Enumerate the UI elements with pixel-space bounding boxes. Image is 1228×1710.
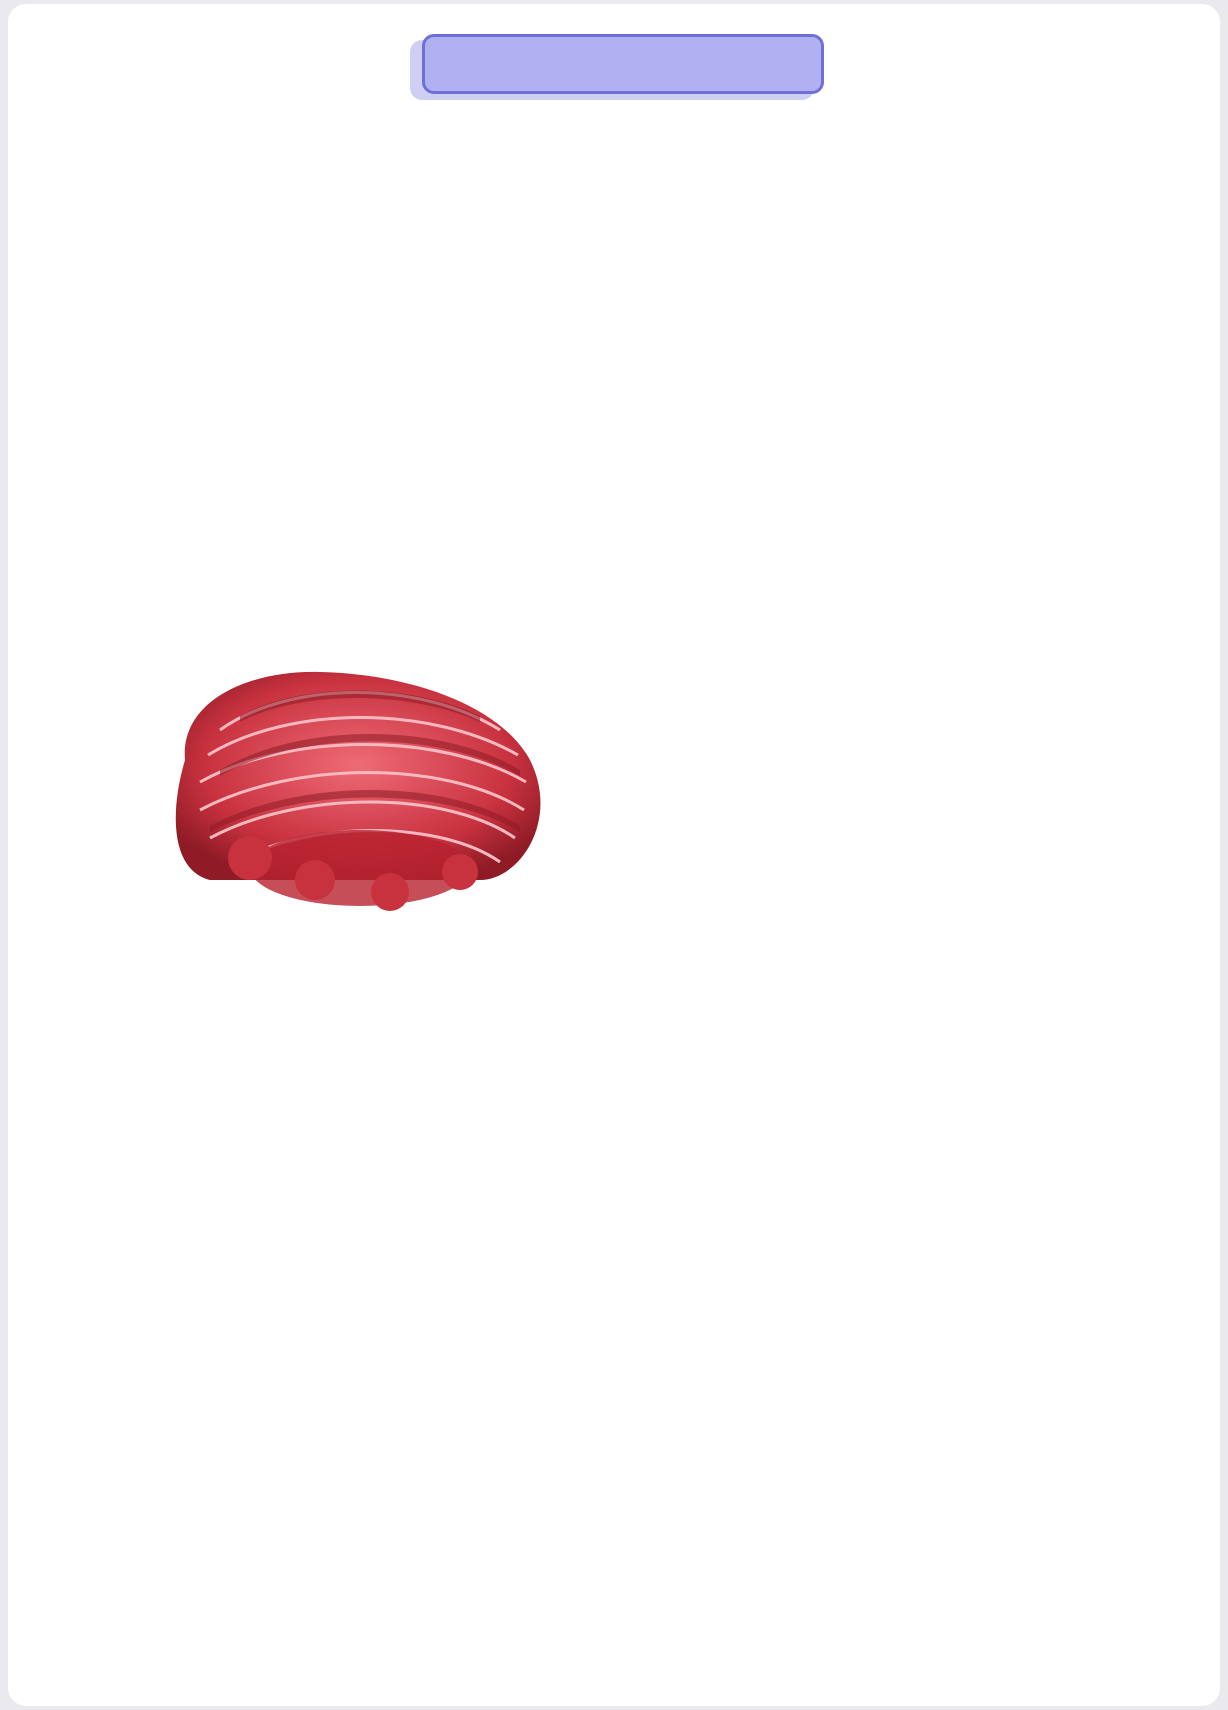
title-box [422, 34, 824, 94]
golgi-3d-illustration [60, 610, 580, 1060]
title-badge [410, 30, 826, 106]
